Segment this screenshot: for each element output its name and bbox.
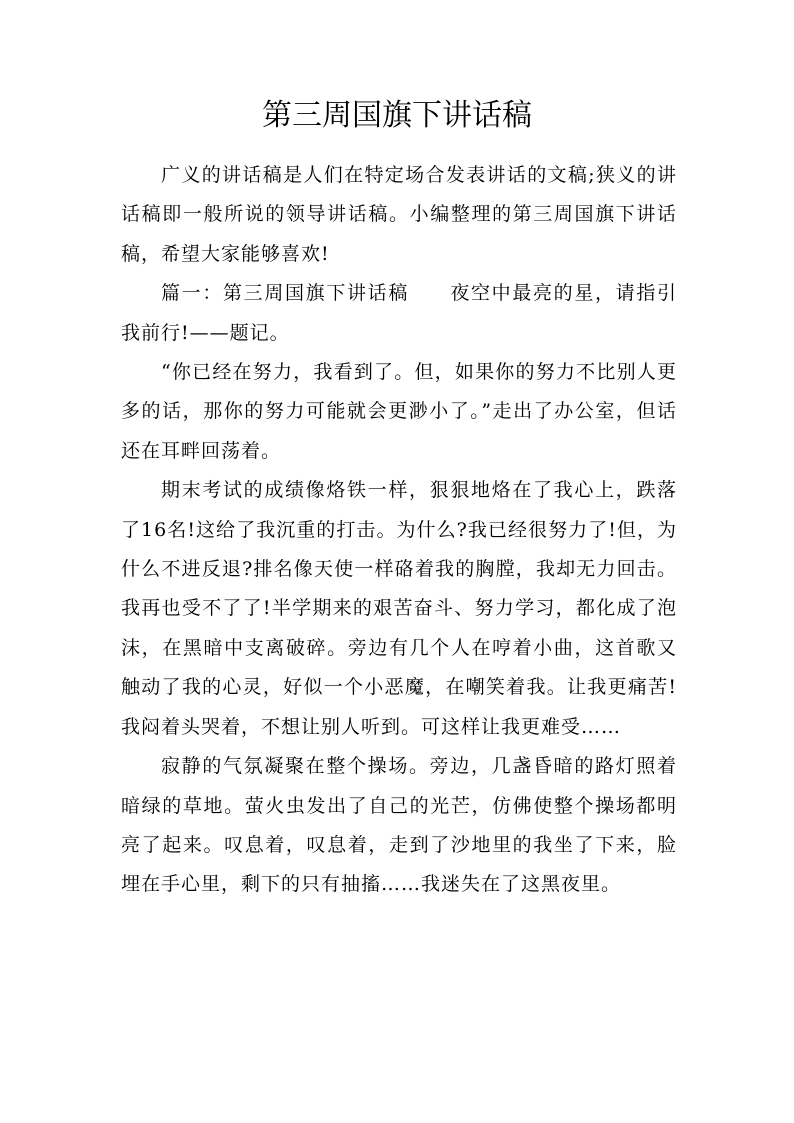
paragraph-chapter-heading: 篇一：第三周国旗下讲话稿 夜空中最亮的星，请指引我前行!——题记。 xyxy=(121,282,677,344)
paragraph-quote: “你已经在努力，我看到了。但，如果你的努力不比别人更多的话，那你的努力可能就会更渺小了。”走出了办公室，但话还在耳畔回荡着。 xyxy=(121,361,677,462)
document-body xyxy=(121,156,677,905)
paragraph-playground: 寂静的气氛凝聚在整个操场。旁边，几盏昏暗的路灯照着暗绿的草地。萤火虫发出了自己的光芒，仿佛使整个操场都明亮了起来。叹息着，叹息着，走到了沙地里的我坐了下来，脸埋在手心里，剩下的只有抽搐……我迷失在了这黑夜里。 xyxy=(121,755,677,896)
document-title: 第三周国旗下讲话稿 xyxy=(262,98,532,133)
paragraph-intro: 广义的讲话稿是人们在特定场合发表讲话的文稿;狭义的讲话稿即一般所说的领导讲话稿。小编整理的第三周国旗下讲话稿，希望大家能够喜欢! xyxy=(121,164,677,265)
paragraph-exam-results: 期末考试的成绩像烙铁一样，狠狠地烙在了我心上，跌落了16名!这给了我沉重的打击。为什么?我已经很努力了!但，为什么不进反退?排名像天使一样硌着我的胸膛，我却无力回击。我再也受不了了!半学期来的艰苦奋斗、努力学习，都化成了泡沫，在黑暗中支离破碎。旁边有几个人在哼着小曲，这首歌又触动了我的心灵，好似一个小恶魔，在嘲笑着我。让我更痛苦!我闷着头哭着，不想让别人听到。可这样让我更难受…… xyxy=(121,479,677,738)
